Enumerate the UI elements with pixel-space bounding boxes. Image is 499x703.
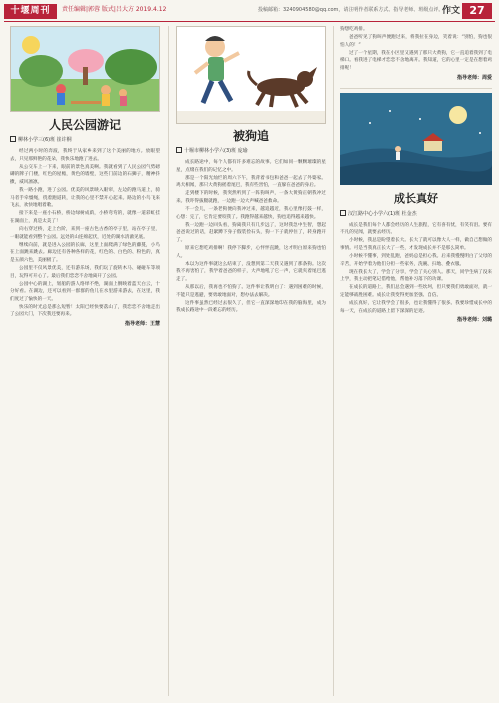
- column-three: [340, 26, 492, 324]
- park-illustration: [10, 26, 160, 112]
- article-paragraph: 本以为这件事就这么结束了，没想到第二天我又遇到了那条狗。这次我不再害怕了，我学着爸爸的样子，大声地吼了它一声，它就夹着尾巴逃走了。: [176, 261, 326, 282]
- page-number: 27: [462, 3, 492, 19]
- article-byline: [340, 210, 492, 218]
- article-paragraph: 向右穿过桥，走上台阶，来到一座古色古香的亭子里，站在亭子里，一眼就能看到整个公园。远处的山连绵起伏，近处的湖水清澈见底。: [10, 226, 160, 240]
- byline-marker-icon: [340, 210, 346, 216]
- article-paragraph: 从那以后，我再也不怕狗了。这件事让我明白了：遇到困难的时候，不能只是逃避，要勇敢地面对，想办法去解决。: [176, 285, 326, 298]
- article-paragraph: 公园中心的湖上，划船的游人络绎不绝，湖面上倒映着蓝天白云，十分好看。在湖边，还可以看到一群群的鱼儿在水里游来游去，在这里，我们度过了愉快的一天。: [10, 281, 160, 302]
- article-paragraph: 那是一个阳光灿烂的周六下午，我背着书包和爸爸一起去了外婆家。鸡犬相闻，那只大黄狗摇着尾巴，我有些害怕，一直躲在爸爸的身后。: [176, 175, 326, 189]
- article-title: 人民公园游记: [48, 118, 121, 132]
- article-paragraph: 继续向前，就是进入公园的长廊，这里上面爬满了绿色的藤蔓，小鸟在上面跳来跳去。廊边还有各种各样的花，红色的、白色的、粉色的，真是五颜六色，美丽极了。: [10, 242, 160, 263]
- article-paragraph: 不一会儿，一条老狗便向我冲过来，越追越近，我心里像打鼓一样，心想：完了，它肯定要咬我了。我跑得越来越快，狗也追得越来越快。: [176, 207, 326, 220]
- article-paragraph: 在成长的道路上，我们总会遇到一些坎坷，但只要我们勇敢面对，就一定能够战胜困难。成长让我变得更加坚强、自信。: [340, 285, 492, 298]
- submission-contact: 投稿邮箱：3240904580@qq.com，请注明作者联系方式、指导老师、班级点评。: [258, 7, 444, 13]
- article-growing-up: [340, 93, 492, 325]
- article-paragraph: 这件事虽然已经过去很久了，但它一直深深地印在我的脑海里，成为我成长路途中一段难忘的经历。: [176, 300, 326, 314]
- article-paragraph: 爸爸听见了狗叫声便跑过来，将我拉在身边，笑着说：“别怕，狗也很怕人的！”: [340, 35, 492, 48]
- article-paragraph: 现在我长大了，学会了分享，学会了关心别人。那天，同学生病了没来上学，我主动把笔记借给他，帮他补习落下的功课。: [340, 269, 492, 283]
- article-title: 被狗追: [232, 129, 269, 143]
- page-header: [0, 0, 499, 22]
- column-divider: [168, 26, 169, 696]
- article-title: 成长真好: [394, 191, 438, 205]
- article-paragraph: 成长真好，它让我学会了很多，也让我懂得了很多。我要珍惜成长中的每一天，在成长的道路上留下深深的足迹。: [340, 301, 492, 314]
- article-paragraph: 接下来是一座小石桥，桥边绿树成荫，小桥弯弯的，就像一道彩虹挂在湖面上，真是太美了！: [10, 211, 160, 224]
- article-paragraph: 我一边跑一边回头看，狗离我只有几步远了，这时我急中生智，想起爸爸说过的话，赶紧蹲下身子假装捡石头，狗一下子就停住了，转身跑开了。: [176, 222, 326, 243]
- masthead: 十堰周刊: [4, 4, 57, 19]
- article-editor: 指导老师：王慧: [124, 321, 160, 328]
- byline-marker-icon: [176, 147, 182, 153]
- article-paragraph: 成长路途中，每个人都有许多难忘的故事。它们如同一颗颗璀璨的星星，点缀在我们的记忆之中。: [176, 160, 326, 173]
- dog-chase-illustration: [176, 26, 326, 124]
- article-park-trip: [10, 26, 160, 328]
- article-paragraph: 从公交车上一下来，眼前的景色真美啊。我就看到了人民公园气势磅礴的牌子门楼，红色的屋檐，黄色的墙壁，这些门前边的石狮子，精神抖擞，威风凛凛。: [10, 164, 160, 185]
- article-paragraph: 经过两小时的奔波，我终于从家乡来到了这个美丽的地方。放眼望去，只见那鲜艳的花朵，我快乐地跑了进去。: [10, 149, 160, 162]
- article-paragraph: 我一路小跑，进了公园。优美的风景映入眼帘，左边的跑马道上，骑马者手牵缰绳，绕着跑道转，让我的心里不禁开心起来。路边的小鸟飞来飞去，欢快地唱着歌。: [10, 187, 160, 209]
- section-label: 作文: [442, 6, 461, 16]
- article-chased-by-dog: [176, 26, 326, 315]
- article-editor: 指导老师：周爱: [456, 74, 492, 81]
- article-paragraph: 快乐的时光总是那么短暂！太阳已经快要落山了，我恋恋不舍地走出了公园大门，下次我还要再来。: [10, 304, 160, 318]
- article-paragraph: 狗想吃鸡排。: [340, 27, 368, 32]
- header-rule: [4, 21, 495, 22]
- article-paragraph: 原来它想吃鸡排啊！我停下脚步，心怦怦直跳，这才明白原来狗也怕人。: [176, 246, 326, 259]
- article-editor: 指导老师：刘璐: [456, 317, 492, 324]
- byline-text: 柳林小学三(6)班 崔许桐: [18, 137, 72, 143]
- growing-up-illustration: [340, 93, 492, 185]
- byline-text: 汉江路中心小学六(1)班 杜金杰: [348, 210, 417, 217]
- column-divider: [333, 26, 334, 696]
- article-byline: [176, 147, 326, 155]
- article-paragraph: 走到楼下的时候，我突然听到了一阵狗叫声，一条大黄狗正朝我冲过来。我吓得拔腿就跑，一边跑一边大声喊爸爸救命。: [176, 191, 326, 204]
- byline-text: 十堰市柳林小学六(3)班 庞瑜: [184, 148, 248, 154]
- article-paragraph: 过了一个星期，我在小区里又遇到了那只大黄狗，它一直追着我到了电梯口。看我进了电梯才恋恋不舍地离开。我知道，它的心里一定是在想着鸡排呢！: [340, 50, 492, 71]
- divider: [340, 88, 492, 89]
- editor-credits: 责任编辑|郭蓉 版式|吕大方 2019.4.12: [62, 6, 167, 13]
- article-paragraph: 小时候，我总是盼望着长大。长大了就可以像大人一样，做自己想做的事情。可是当我真正长大了一些，才发现成长并不是那么简单。: [340, 238, 492, 251]
- article-paragraph: 成长是我们每个人都会经历的人生旅程，它有喜有忧，有笑有泪。要有不凡的见闻，就要去经历。: [340, 222, 492, 236]
- article-chased-by-dog-continued: [340, 26, 492, 82]
- article-byline: [10, 136, 160, 144]
- byline-marker-icon: [10, 136, 16, 142]
- article-paragraph: 公园里不仅风景优美，还有游乐场，我们玩了旋转木马、碰碰车等项目，玩得可开心了。最后我们恋恋不舍地离开了公园。: [10, 265, 160, 279]
- article-paragraph: 小时候不懂事，到处乱跑，爸妈总是担心我。后来我慢慢明白了父母的辛苦，开始学着为他们分担一些家务，洗碗、扫地、叠衣服。: [340, 253, 492, 267]
